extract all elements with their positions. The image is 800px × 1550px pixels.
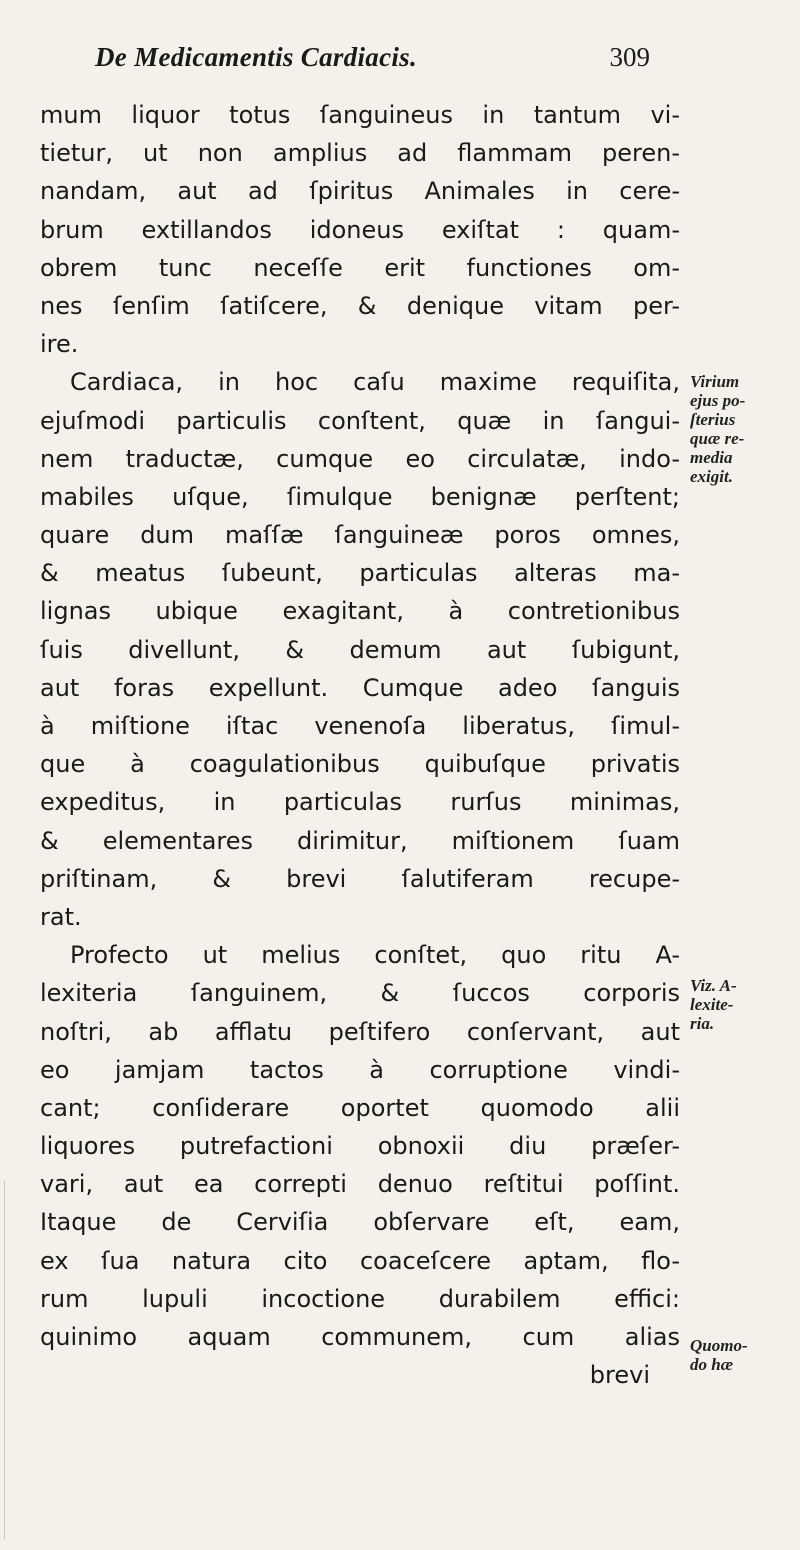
- marginal-note-line: lexite-: [690, 995, 734, 1014]
- text-line: quare dum maſſæ ſanguineæ poros omnes,: [40, 521, 680, 550]
- text-line: nandam, aut ad ſpiritus Animales in cere-: [40, 177, 680, 206]
- text-line: Itaque de Cerviſia obſervare eſt, eam,: [40, 1208, 680, 1237]
- text-line: & elementares dirimitur, miſtionem ſuam: [40, 826, 680, 855]
- text-line: obrem tunc neceſſe erit functiones om-: [40, 253, 680, 282]
- text-line: liquores putrefactioni obnoxii diu præſer-: [40, 1132, 680, 1161]
- text-line: mabiles uſque, ſimulque benignæ perſtent;: [40, 482, 680, 511]
- marginal-note-quomodo: [690, 1336, 798, 1374]
- text-line: ſuis divellunt, & demum aut ſubigunt,: [40, 635, 680, 664]
- text-line: quinimo aquam communem, cum alias: [40, 1323, 680, 1351]
- text-line: noſtri, ab afflatu peſtifero conſervant, aut: [40, 1017, 680, 1046]
- text-line: mum liquor totus ſanguineus in tantum vi-: [40, 101, 680, 129]
- text-line: expeditus, in particulas rurſus minimas,: [40, 788, 680, 817]
- text-line: ire.: [40, 330, 79, 359]
- text-line: tietur, ut non amplius ad flammam peren-: [40, 139, 680, 168]
- text-line: aut foras expellunt. Cumque adeo ſanguis: [40, 673, 680, 702]
- running-title: De Medicamentis Cardiacis.: [95, 42, 418, 72]
- marginal-note-line: ſterius: [690, 410, 736, 429]
- page-edge-line: [4, 1180, 5, 1540]
- body-text: [40, 96, 680, 1394]
- paragraph-start-line: Cardiaca, in hoc caſu maxime requiſita,: [70, 368, 680, 397]
- marginal-note-line: do hæ: [690, 1355, 733, 1374]
- text-line: nes ſenſim ſatiſcere, & denique vitam per-: [40, 291, 680, 320]
- paragraph-start-line: Profecto ut melius conſtet, quo ritu A-: [70, 941, 680, 970]
- text-line: à miſtione iſtac venenoſa liberatus, ſimul-: [40, 712, 680, 740]
- page-number: 309: [609, 42, 650, 72]
- marginal-note-alexiteria: [690, 976, 798, 1033]
- marginal-note-line: ejus po-: [690, 391, 746, 410]
- marginal-note-line: exigit.: [690, 467, 733, 486]
- text-line: priſtinam, & brevi ſalutiferam recupe-: [40, 864, 680, 893]
- text-line: ex ſua natura cito coaceſcere aptam, flo-: [40, 1246, 680, 1275]
- marginal-note-line: media: [690, 448, 733, 467]
- text-line: ejuſmodi particulis conſtent, quæ in ſangui-: [40, 406, 680, 435]
- text-line: nem traductæ, cumque eo circulatæ, indo-: [40, 444, 680, 473]
- text-line: cant; conſiderare oportet quomodo alii: [40, 1093, 680, 1122]
- text-line: lexiteria ſanguinem, & ſuccos corporis: [40, 979, 680, 1008]
- marginal-note-line: Quomo-: [690, 1336, 748, 1355]
- marginal-note-virium: [690, 372, 798, 486]
- marginal-note-line: Viz. A-: [690, 976, 737, 995]
- marginal-note-line: quæ re-: [690, 429, 745, 448]
- catchword: brevi: [589, 1361, 650, 1390]
- text-line: rum lupuli incoctione durabilem effici:: [40, 1284, 680, 1313]
- text-line: lignas ubique exagitant, à contretionibus: [40, 597, 680, 626]
- text-line: brum extillandos idoneus exiſtat : quam-: [40, 215, 680, 244]
- running-header: [95, 42, 650, 78]
- marginal-note-line: Virium: [690, 372, 740, 391]
- text-line: & meatus ſubeunt, particulas alteras ma-: [40, 559, 680, 588]
- text-line: que à coagulationibus quibuſque privatis: [40, 750, 680, 779]
- text-line: vari, aut ea correpti denuo reſtitui poſſint.: [40, 1170, 680, 1199]
- text-line: rat.: [40, 902, 82, 931]
- marginal-note-line: ria.: [690, 1014, 715, 1033]
- text-line: eo jamjam tactos à corruptione vindi-: [40, 1055, 680, 1084]
